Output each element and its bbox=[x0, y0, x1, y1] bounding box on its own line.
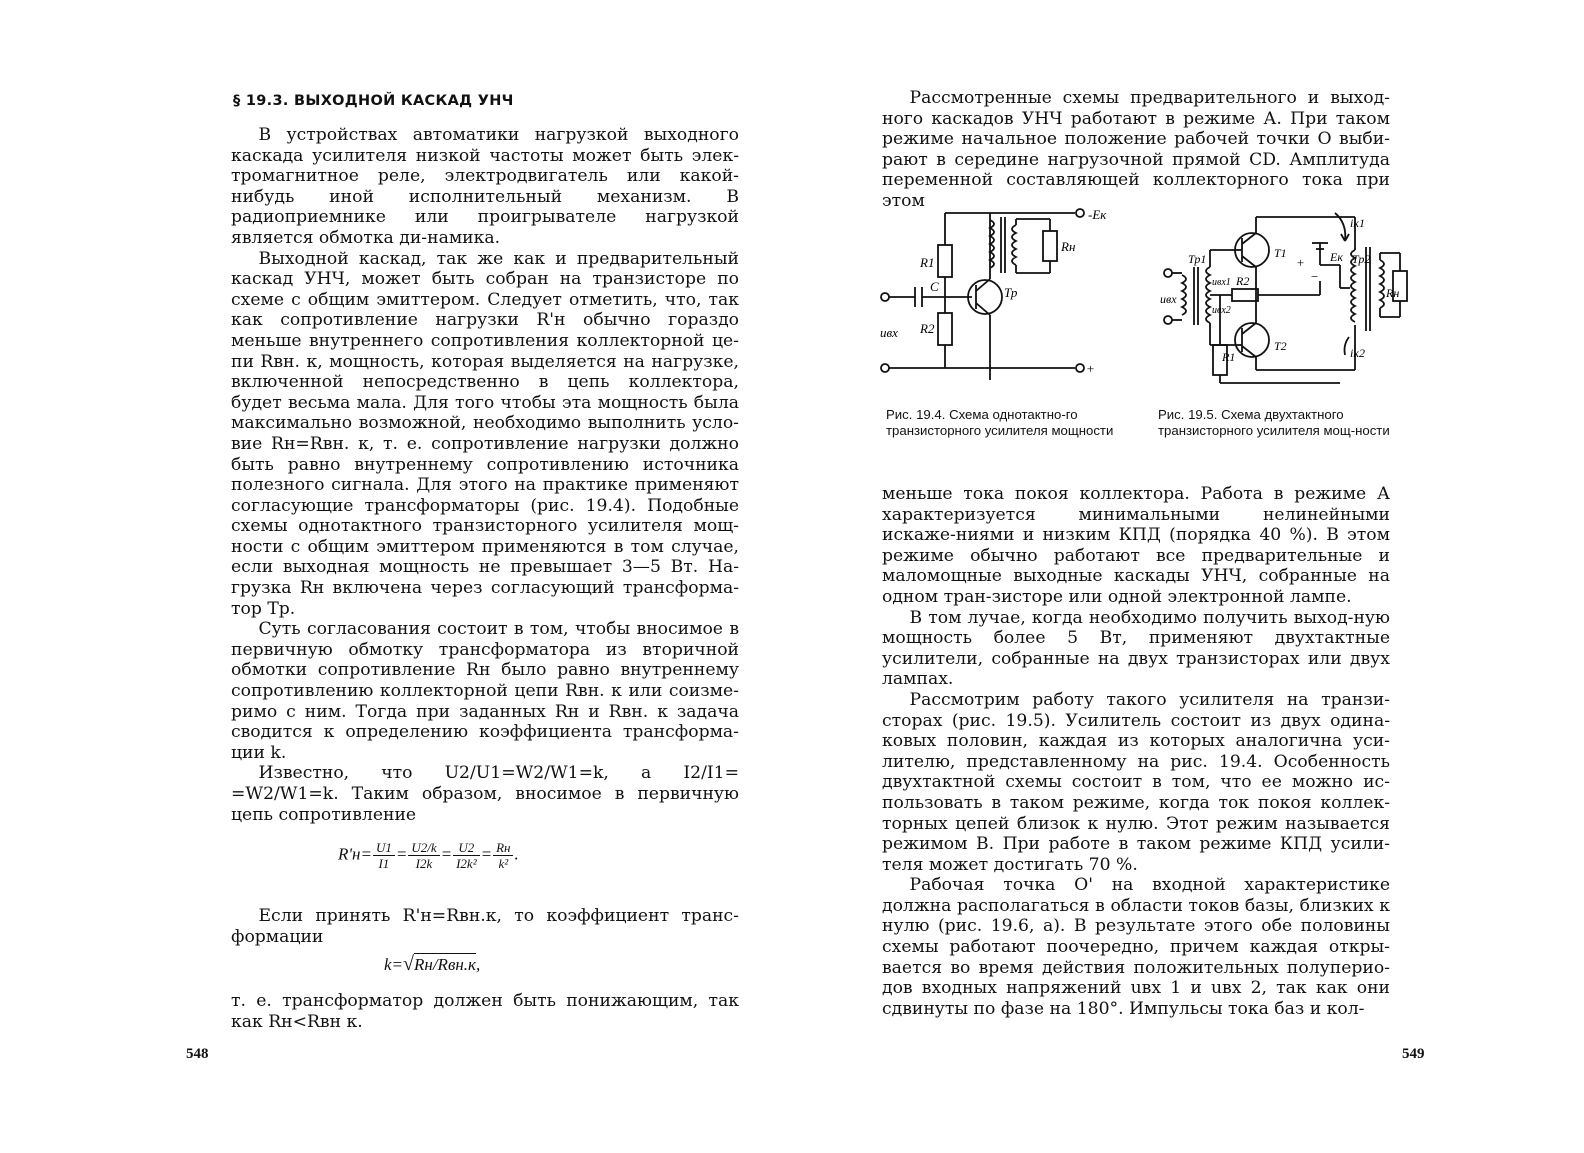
label-rn: Rн bbox=[1386, 286, 1400, 300]
label-ik2: iк2 bbox=[1350, 346, 1365, 360]
right-text-block-1 bbox=[882, 88, 1390, 212]
fraction-1: $\frac{U1}{I1}$ bbox=[373, 840, 395, 871]
right-paragraph-4: Рассмотрим работу такого усилителя на транзи-сторах (рис. 19.5). Усилитель состоит из двух одина-ковых половин, каждая из которых аналогична уси-лителю, представленному на рис. 19.4. Особенность двухтактной схемы состоит в том, что ее можно ис-пользовать в таком режиме, когда ток покоя коллек-торных цепей близок к нулю. Этот режим называется режимом B. При работе в таком режиме КПД усили-теля может достигать 70 %. bbox=[882, 689, 1390, 875]
right-paragraph-5: Рабочая точка O' на входной характеристике должна располагаться в области токов базы, близких к нулю (рис. 19.6, a). В результате этого обе половины схемы работают поочередно, причем каждая откры-вается во время действия положительных полуперио-дов входных напряжений uвх 1 и uвх 2, так как они сдвинуты по фазе на 180°. Импульсы тока баз и кол- bbox=[882, 875, 1390, 1019]
label-ek: Eк bbox=[1330, 250, 1343, 264]
figure-19-4 bbox=[880, 205, 1120, 390]
label-r2: R2 bbox=[1236, 274, 1250, 288]
label-c: C bbox=[930, 279, 939, 294]
label-tr: Тр bbox=[1004, 285, 1018, 300]
label-r1: R1 bbox=[920, 255, 935, 270]
section-heading: § 19.3. ВЫХОДНОЙ КАСКАД УНЧ bbox=[233, 93, 514, 109]
figure-19-5 bbox=[1160, 205, 1410, 390]
right-paragraph-1: Рассмотренные схемы предварительного и выход-ного каскадов УНЧ работают в режиме А. При таком режиме начальное положение рабочей точки O выби-рают в середине нагрузочной прямой CD. Амплитуда переменной составляющей коллекторного тока при этом bbox=[882, 88, 1390, 211]
left-paragraph-4: Известно, что U2/U1=W2/W1=k, а I2/I1= =W2/W1=k. Таким образом, вносимое в первичную цепь сопротивление bbox=[231, 763, 739, 825]
label-t2: Т2 bbox=[1274, 339, 1287, 353]
left-paragraph-1: В устройствах автоматики нагрузкой выходного каскада усилителя низкой частоты может быть элек-тромагнитное реле, электродвигатель или какой-нибудь иной исполнительный механизм. В радиоприемнике или проигрывателе нагрузкой является обмотка ди-намика. bbox=[231, 125, 739, 248]
label-uin: uвх bbox=[1160, 292, 1177, 306]
fraction-3: $\frac{U2}{\text{I2k²}}$ bbox=[453, 840, 480, 871]
fraction-2: $\frac{U2/k}{I2k}$ bbox=[408, 840, 439, 871]
label-uin: uвх bbox=[880, 325, 898, 340]
label-rn: Rн bbox=[1061, 239, 1076, 254]
label-uin1: uвх1 bbox=[1212, 277, 1231, 288]
right-page bbox=[792, 0, 1584, 1153]
left-text-block-2 bbox=[231, 906, 739, 947]
label-r1: R1 bbox=[1222, 350, 1236, 364]
caption-figure-19-4: Рис. 19.4. Схема однотактно-го транзисторного усилителя мощности bbox=[886, 407, 1114, 438]
label-uin2: uвх2 bbox=[1212, 305, 1231, 316]
left-paragraph-6: т. е. трансформатор должен быть понижающим, так как Rн<Rвн к. bbox=[231, 991, 739, 1032]
left-paragraph-5: Если принять R'н=Rвн.к, то коэффициент транс-формации bbox=[231, 906, 739, 947]
left-text-block-1 bbox=[231, 125, 739, 825]
formula-reflected-resistance: R'н= $\frac{U1}{I1}$ = $\frac{U2/k}{I2k}$ = $\frac{U2}{\text{I2k²}}$ = $\frac{Rн}{\text{k²}}$ . bbox=[338, 840, 519, 871]
right-paragraph-2: меньше тока покоя коллектора. Работа в режиме А характеризуется минимальными нелинейными искаже-ниями и низким КПД (порядка 40 %). В этом режиме обычно работают все предварительные и маломощные выходные каскады УНЧ, собранные на одном тран-зисторе или одной электронной лампе. bbox=[882, 484, 1390, 607]
label-ik1: iк1 bbox=[1350, 216, 1365, 230]
fraction-4: $\frac{Rн}{\text{k²}}$ bbox=[493, 840, 513, 871]
push-pull-amplifier-schematic bbox=[1160, 205, 1410, 390]
caption-figure-19-5: Рис. 19.5. Схема двухтактного транзисторного усилителя мощ-ности bbox=[1158, 407, 1390, 438]
page-number-left: 548 bbox=[186, 1046, 209, 1062]
left-text-block-3 bbox=[231, 991, 739, 1032]
label-plus: + bbox=[1086, 361, 1095, 376]
label-r2: R2 bbox=[920, 321, 935, 336]
label-tr1: Тр1 bbox=[1188, 252, 1207, 266]
left-paragraph-2: Выходной каскад, так же как и предварительный каскад УНЧ, может быть собран на транзисторе по схеме с общим эмиттером. Следует отметить, что, так как сопротивление нагрузки R'н обычно гораздо меньше внутреннего сопротивления коллекторной це-пи Rвн. к, мощность, которая выделяется на нагрузке, включенной непосредственно в цепь коллектора, будет весьма мала. Для того чтобы эта мощность была максимально возможной, необходимо выполнить усло-вие Rн=Rвн. к, т. е. сопротивление нагрузки должно быть равно внутреннему сопротивлению источника полезного сигнала. Для этого на практике применяют согласующие трансформаторы (рис. 19.4). Подобные схемы однотактного транзисторного усилителя мощ-ности с общим эмиттером применяются в том случае, если выходная мощность не превышает 3—5 Вт. На-грузка Rн включена через согласующий трансформа-тор Тр. bbox=[231, 248, 739, 619]
left-paragraph-3: Суть согласования состоит в том, чтобы вносимое в первичную обмотку трансформатора из вторичной обмотки сопротивление Rн было равно внутреннему сопротивлению коллекторной цепи Rвн. к или соизме-римо с ним. Тогда при заданных Rн и Rвн. к задача сводится к определению коэффициента трансформа-ции k. bbox=[231, 619, 739, 763]
right-paragraph-3: В том лучае, когда необходимо получить выход-ную мощность более 5 Вт, применяют двухтактные усилители, собранные на двух транзисторах или двух лампах. bbox=[882, 607, 1390, 690]
formula-lhs: R'н bbox=[338, 844, 361, 864]
single-ended-amplifier-schematic bbox=[880, 205, 1120, 390]
label-minus-ek: -Eк bbox=[1088, 207, 1107, 222]
label-t1: Т1 bbox=[1274, 246, 1287, 260]
formula-transformation-ratio: k=√Rн/Rвн.к, bbox=[384, 953, 481, 975]
right-text-block-2 bbox=[882, 484, 1390, 1019]
label-minus: − bbox=[1310, 269, 1319, 284]
label-plus: + bbox=[1296, 255, 1305, 270]
label-tr2: Тр2 bbox=[1352, 252, 1371, 266]
page-number-right: 549 bbox=[1402, 1046, 1425, 1062]
